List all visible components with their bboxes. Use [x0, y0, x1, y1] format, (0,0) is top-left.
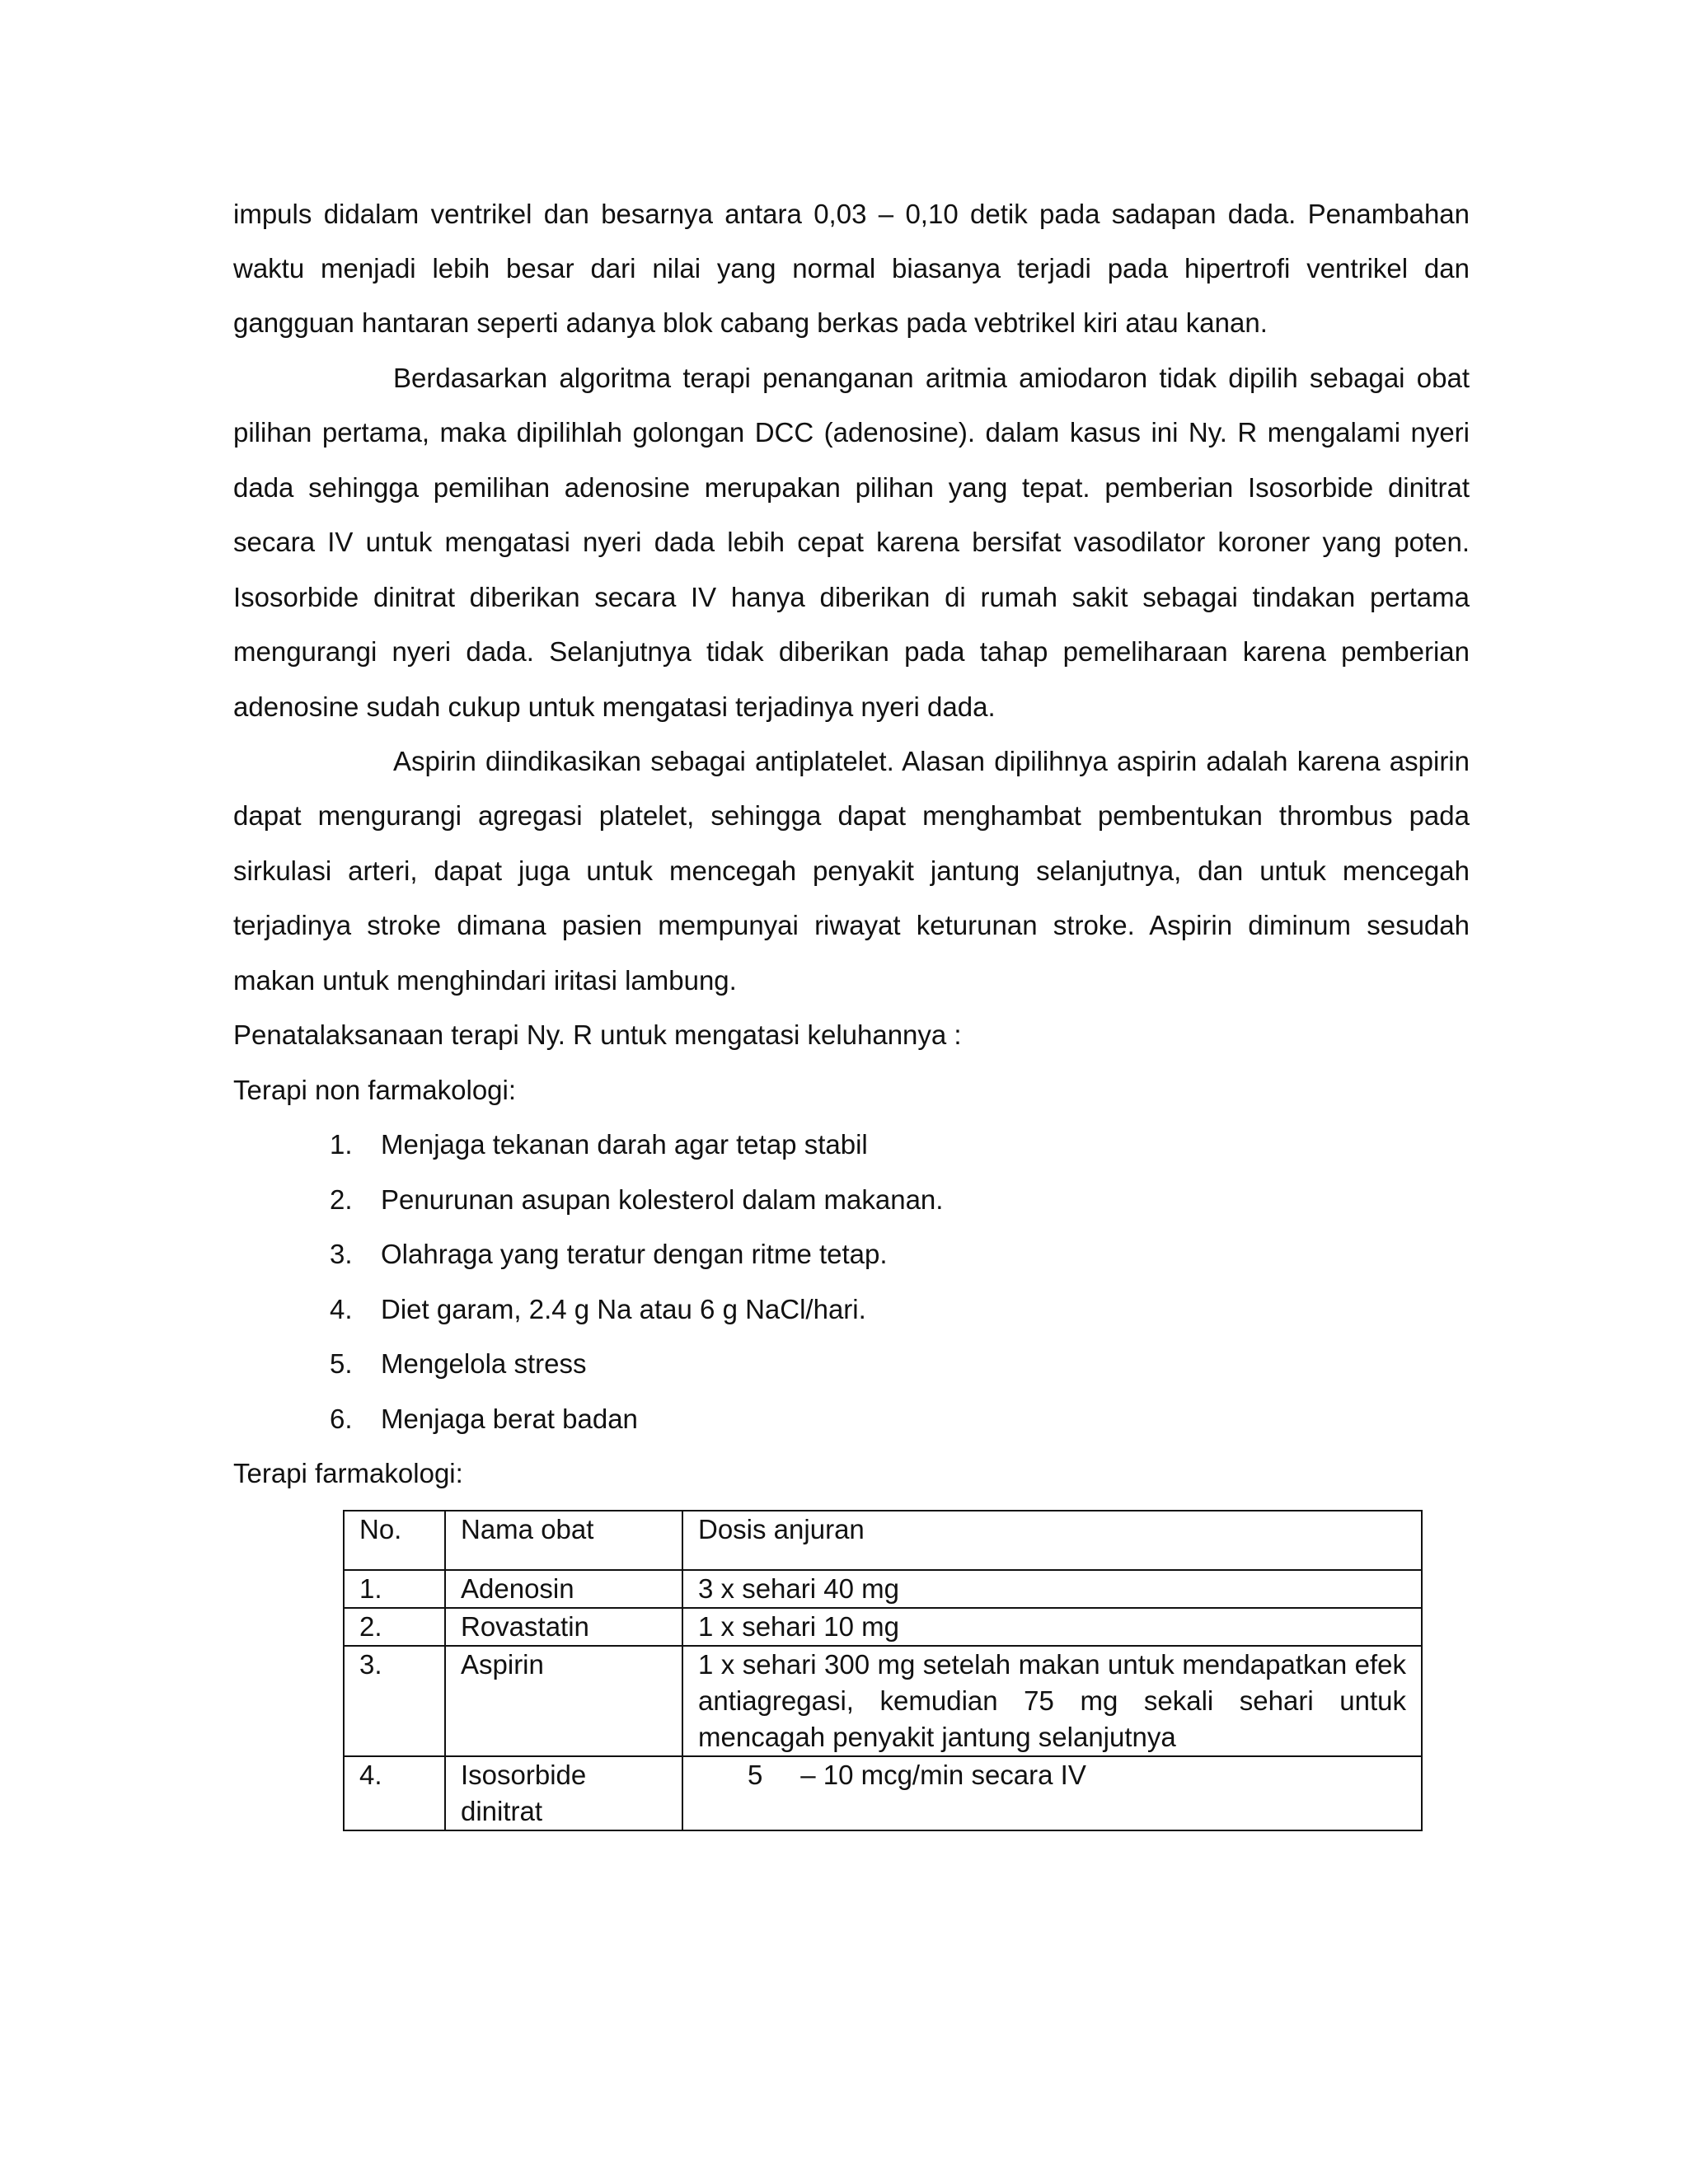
paragraph-3-line-5: makan untuk menghindari iritasi lambung. [233, 965, 737, 996]
list-item [330, 1238, 888, 1271]
paragraph-1-line-3: gangguan hantaran seperti adanya blok cabang berkas pada vebtrikel kiri atau kanan. [233, 307, 1268, 338]
paragraph-3-line-4: terjadinya stroke dimana pasien mempunyai riwayat keturunan stroke. Aspirin diminum sesudah [233, 910, 1470, 940]
paragraph-2-line-3: dada sehingga pemilihan adenosine merupakan pilihan yang tepat. pemberian Isosorbide dinitrat [233, 472, 1470, 503]
list-number: 5. [330, 1348, 353, 1379]
drug-table [343, 1510, 1423, 1831]
table-row [344, 1756, 1422, 1830]
list-item [330, 1128, 868, 1161]
paragraph-1-line-2: waktu menjadi lebih besar dari nilai yang normal biasanya terjadi pada hipertrofi ventrikel dan [233, 253, 1470, 284]
cell-drug-name: Adenosin [445, 1570, 682, 1608]
table-row [344, 1608, 1422, 1646]
list-number: 4. [330, 1294, 353, 1324]
cell-dose: 3 x sehari 40 mg [682, 1570, 1422, 1608]
list-text: Diet garam, 2.4 g Na atau 6 g NaCl/hari. [381, 1294, 866, 1324]
cell-drug-name: Aspirin [445, 1646, 682, 1756]
pharma-heading: Terapi farmakologi: [233, 1458, 463, 1488]
header-dose: Dosis anjuran [682, 1511, 1422, 1570]
paragraph-2-line-5: Isosorbide dinitrat diberikan secara IV hanya diberikan di rumah sakit sebagai tindakan pertama [233, 582, 1470, 612]
list-item [330, 1347, 586, 1380]
dose-text: 5 – 10 mcg/min secara IV [748, 1760, 1086, 1790]
cell-dose: 1 x sehari 10 mg [682, 1608, 1422, 1646]
cell-dose: 1 x sehari 300 mg setelah makan untuk mendapatkan efek antiagregasi, kemudian 75 mg sekali sehari untuk mencagah penyakit jantung selanjutnya [682, 1646, 1422, 1756]
list-text: Olahraga yang teratur dengan ritme tetap. [381, 1239, 888, 1269]
table-row [344, 1646, 1422, 1756]
list-item [330, 1293, 866, 1326]
list-item [330, 1183, 943, 1216]
table-row [344, 1570, 1422, 1608]
header-no: No. [344, 1511, 445, 1570]
list-text: Penurunan asupan kolesterol dalam makanan. [381, 1184, 944, 1215]
paragraph-2-line-6: mengurangi nyeri dada. Selanjutnya tidak diberikan pada tahap pemeliharaan karena pemberian [233, 636, 1470, 667]
list-number: 2. [330, 1184, 353, 1215]
table-header-row [344, 1511, 1422, 1570]
cell-no: 2. [344, 1608, 445, 1646]
list-text: Menjaga berat badan [381, 1404, 638, 1434]
paragraph-3-line-3: sirkulasi arteri, dapat juga untuk mencegah penyakit jantung selanjutnya, dan untuk mencegah [233, 855, 1470, 886]
paragraph-3-line-2: dapat mengurangi agregasi platelet, sehingga dapat menghambat pembentukan thrombus pada [233, 800, 1470, 831]
paragraph-1-line-1: impuls didalam ventrikel dan besarnya antara 0,03 – 0,10 detik pada sadapan dada. Penambahan [233, 199, 1470, 229]
list-item [330, 1403, 638, 1436]
header-drug-name: Nama obat [445, 1511, 682, 1570]
paragraph-2-line-7: adenosine sudah cukup untuk mengatasi terjadinya nyeri dada. [233, 691, 996, 722]
list-text: Menjaga tekanan darah agar tetap stabil [381, 1129, 868, 1160]
list-number: 1. [330, 1129, 353, 1160]
cell-no: 4. [344, 1756, 445, 1830]
paragraph-2-line-4: secara IV untuk mengatasi nyeri dada lebih cepat karena bersifat vasodilator koroner yang poten. [233, 527, 1470, 557]
list-number: 3. [330, 1239, 353, 1269]
cell-drug-name: Isosorbide dinitrat [445, 1756, 682, 1830]
list-number: 6. [330, 1404, 353, 1434]
paragraph-3-line-1: Aspirin diindikasikan sebagai antiplatelet. Alasan dipilihnya aspirin adalah karena aspirin [393, 746, 1470, 776]
cell-drug-name: Rovastatin [445, 1608, 682, 1646]
management-heading: Penatalaksanaan terapi Ny. R untuk mengatasi keluhannya : [233, 1019, 962, 1050]
cell-no: 1. [344, 1570, 445, 1608]
list-text: Mengelola stress [381, 1348, 587, 1379]
cell-dose [682, 1756, 1422, 1830]
cell-no: 3. [344, 1646, 445, 1756]
non-pharma-heading: Terapi non farmakologi: [233, 1075, 517, 1105]
paragraph-2-line-2: pilihan pertama, maka dipilihlah golongan DCC (adenosine). dalam kasus ini Ny. R mengalami nyeri [233, 417, 1470, 448]
paragraph-2-line-1: Berdasarkan algoritma terapi penanganan aritmia amiodaron tidak dipilih sebagai obat [393, 363, 1470, 393]
